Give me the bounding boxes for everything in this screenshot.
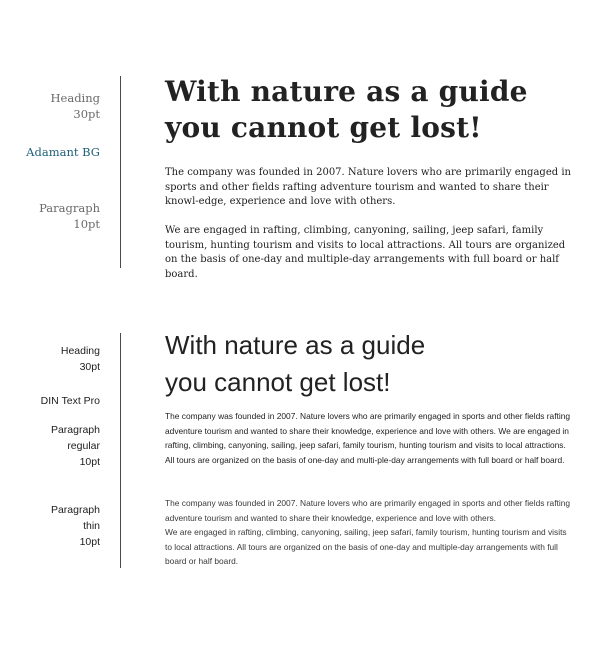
serif-font-specimen: [0, 75, 600, 280]
specimen-paragraph-2: We are engaged in rafting, climbing, canyoning, sailing, jeep safari, family tourism, hunting tourism and visits to local attractions. All tours are organized on the basis of one-day and multiple-day arrangements with full board or half board.: [165, 225, 566, 280]
thin-paragraph-part-1: The company was founded in 2007. Nature lovers who are primarily engaged in sports and other fields rafting adventure tourism and wanted to share their knowledge, experience and love with others.: [165, 498, 571, 523]
heading-label: Heading: [60, 345, 100, 357]
regular-weight-label: regular: [67, 440, 100, 452]
font-name-label: Adamant BG: [26, 145, 100, 159]
specimen-heading: [165, 74, 528, 146]
thin-paragraph-part-2: We are engaged in rafting, climbing, canyoning, sailing, jeep safari, family tourism, hunting tourism and visits to local attractions. All tours are organized on the basis of one-day and multiple-day arrangements with full board or half board.: [165, 527, 567, 567]
heading-line-1: With nature as a guide: [165, 75, 528, 108]
specimen-paragraph-regular: The company was founded in 2007. Nature lovers who are primarily engaged in sports and other fields rafting adventure tourism and wanted to share their knowledge, experience and love with others. We are engaged in rafting, climbing, canyoning, sailing, jeep safari, family tourism, hunting tourism and visits to local attractions. All tours are organized on the basis of one-day and multi-ple-day arrangements with full board or half board.: [165, 411, 571, 465]
heading-label: Heading: [50, 91, 100, 105]
thin-weight-label: thin: [83, 520, 100, 532]
vertical-divider: [120, 76, 121, 268]
specimen-paragraph-thin: [165, 496, 575, 569]
paragraph-regular-label: Paragraph: [50, 424, 100, 436]
paragraph-label: Paragraph: [39, 201, 100, 215]
sans-font-specimen: [0, 330, 600, 568]
heading-line-1: With nature as a guide: [165, 330, 426, 360]
thin-size-label: 10pt: [79, 536, 100, 548]
paragraph-thin-label: Paragraph: [50, 504, 100, 516]
specimen-heading: [165, 327, 425, 401]
heading-size-label: 30pt: [73, 107, 100, 121]
regular-size-label: 10pt: [79, 456, 100, 468]
heading-size-label: 30pt: [79, 361, 100, 373]
heading-line-2: you cannot get lost!: [165, 111, 482, 144]
paragraph-size-label: 10pt: [73, 217, 100, 231]
specimen-paragraph-1: The company was founded in 2007. Nature lovers who are primarily engaged in sports and other fields rafting adventure tourism and wanted to share their knowl-edge, experience and love with others.: [165, 167, 571, 208]
heading-line-2: you cannot get lost!: [165, 367, 391, 397]
font-name-label: DIN Text Pro: [40, 395, 100, 407]
vertical-divider: [120, 333, 121, 568]
